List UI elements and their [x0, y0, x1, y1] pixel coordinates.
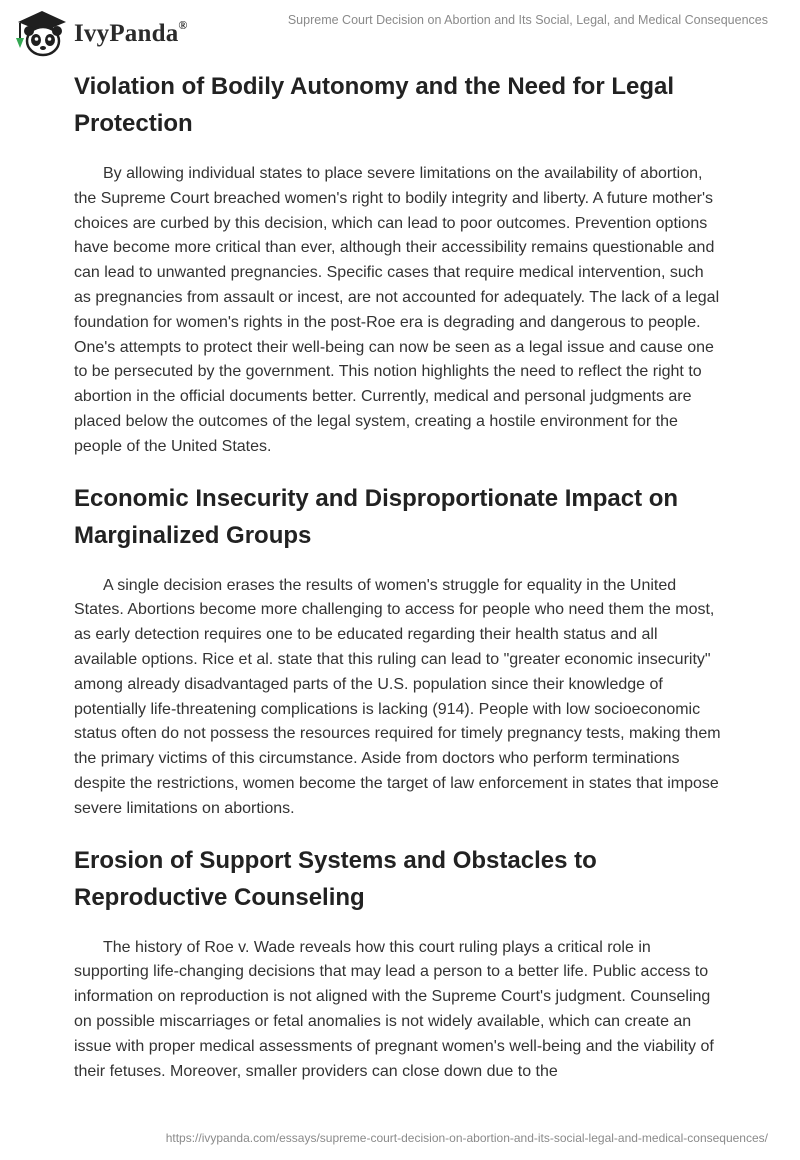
page-header	[0, 0, 800, 64]
section-paragraph-bodily-autonomy: By allowing individual states to place severe limitations on the availability of abortion, the Supreme Court breached women's right to bodily integrity and liberty. A future mother's choices are curbed by this decision, which can lead to poor outcomes. Prevention options have become more critical than ever, although their accessibility remains questionable and can lead to unwanted pregnancies. Specific cases that require medical intervention, such as pregnancies from assault or incest, are not accounted for adequately. The lack of a legal foundation for women's rights in the post-Roe era is degrading and dangerous to people. One's attempts to protect their well-being can now be seen as a legal issue and cause one to be persecuted by the government. This notion highlights the need to reflect the right to abortion in the official documents better. Currently, medical and personal judgments are placed below the outcomes of the legal system, creating a hostile environment for the people of the United States.	[74, 165, 720, 455]
section-heading-bodily-autonomy: Violation of Bodily Autonomy and the Need for Legal Protection	[74, 73, 675, 137]
section-heading-economic-insecurity: Economic Insecurity and Disproportionate Impact on Marginalized Groups	[74, 484, 679, 549]
section-paragraph-economic-insecurity: A single decision erases the results of women's struggle for equality in the United States. Abortions become more challenging to access for people who need them the most, as early detection requires one to be educated regarding their health status and all available options. Rice et al. state that this ruling can lead to "greater economic insecurity" among already disadvantaged parts of the U.S. population since their knowledge of potentially life-threatening complications is lacking (914). People with low socioeconomic status often do not possess the resources required for timely pregnancy tests, making them the primary victims of this circumstance. Aside from doctors who perform terminations despite the restrictions, women become the target of law enforcement in states that impose severe limitations on abortions.	[74, 576, 721, 817]
document-title: Supreme Court Decision on Abortion and Its Social, Legal, and Medical Consequences	[287, 13, 768, 27]
registered-mark: ®	[178, 17, 188, 32]
panda-graduate-icon	[14, 8, 72, 58]
essay-content	[74, 68, 724, 1084]
section-heading-support-systems: Erosion of Support Systems and Obstacles to Reproductive Counseling	[74, 846, 597, 911]
logo-wordmark	[74, 17, 188, 48]
ivypanda-logo[interactable]	[14, 8, 194, 58]
logo-text: IvyPanda	[74, 20, 179, 47]
section-paragraph-support-systems: The history of Roe v. Wade reveals how this court ruling plays a critical role in supporting life-changing decisions that may lead a person to a better life. Public access to information on reproduction is not aligned with the Supreme Court's judgment. Counseling on possible miscarriages or fetal anomalies is not widely available, which can create an issue with proper medical assessments of pregnant women's well-being and the viability of their fetuses. Moreover, smaller providers can close down due to the	[74, 938, 714, 1080]
footer-source-url[interactable]: https://ivypanda.com/essays/supreme-court-decision-on-abortion-and-its-social-legal-and-medical-consequences/	[165, 1131, 768, 1145]
